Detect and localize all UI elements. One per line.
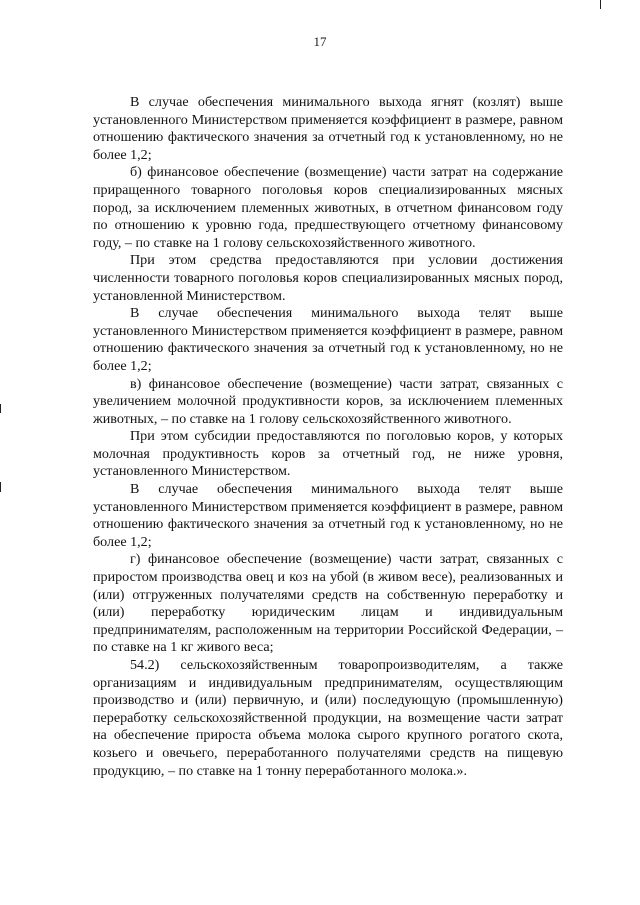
paragraph-54-2-milk-processing: 54.2) сельскохозяйственным товаропроизводителям, а также организациям и индивидуальным предпринимателям, осуществляющим производство и (или) первичную, и (или) последующую (промышленную) переработку сельскохозяйственной продукции, на возмещение части затрат на обеспечение прироста объема молока сырого крупного рогатого скота, козьего и овечьего, переработанного получателями средств на пищевую продукцию, – по ставке на 1 тонну переработанного молока.». xyxy=(93,657,563,779)
paragraph-calf-yield-coefficient: В случае обеспечения минимального выхода телят выше установленного Министерством применяется коэффициент в размере, равном отношению фактического значения за отчетный год к установленному, но не более 1,2; xyxy=(93,305,563,374)
paragraph-g-sheep-goat-production: г) финансовое обеспечение (возмещение) части затрат, связанных с приростом производства овец и коз на убой (в живом весе), реализованных и (или) отгруженных получателями средств на собственную переработку и (или) переработку юридическим лицам и индивидуальным предпринимателям, расположенным на территории Российской Федерации, – по ставке на 1 кг живого веса; xyxy=(93,551,563,656)
document-body xyxy=(93,94,563,780)
paragraph-milk-productivity-condition: При этом субсидии предоставляются по поголовью коров, у которых молочная продуктивность коров за отчетный год, не ниже уровня, установленного Министерством. xyxy=(93,428,563,480)
scan-edge-mark-left-lower xyxy=(0,482,1,492)
paragraph-v-milk-productivity: в) финансовое обеспечение (возмещение) части затрат, связанных с увеличением молочной продуктивности коров, за исключением племенных животных, – по ставке на 1 голову сельскохозяйственного животного. xyxy=(93,375,563,427)
page-number: 17 xyxy=(313,34,327,49)
paragraph-calf-yield-coefficient-2: В случае обеспечения минимального выхода телят выше установленного Министерством применяется коэффициент в размере, равном отношению фактического значения за отчетный год к установленному, но не более 1,2; xyxy=(93,481,563,550)
scan-edge-mark-top-right xyxy=(600,0,601,9)
paragraph-lamb-yield-coefficient: В случае обеспечения минимального выхода ягнят (козлят) выше установленного Министерством применяется коэффициент в размере, равном отношению фактического значения за отчетный год к установленному, но не более 1,2; xyxy=(93,94,563,163)
paragraph-beef-herd-condition: При этом средства предоставляются при условии достижения численности товарного поголовья коров специализированных мясных пород, установленной Министерством. xyxy=(93,252,563,304)
paragraph-b-beef-cattle-support: б) финансовое обеспечение (возмещение) части затрат на содержание приращенного товарного поголовья коров специализированных мясных пород, за исключением племенных животных, в отчетном финансовом году по отношению к уровню года, предшествующего отчетному финансовому году, – по ставке на 1 голову сельскохозяйственного животного. xyxy=(93,164,563,251)
scan-edge-mark-left-upper xyxy=(0,404,1,413)
